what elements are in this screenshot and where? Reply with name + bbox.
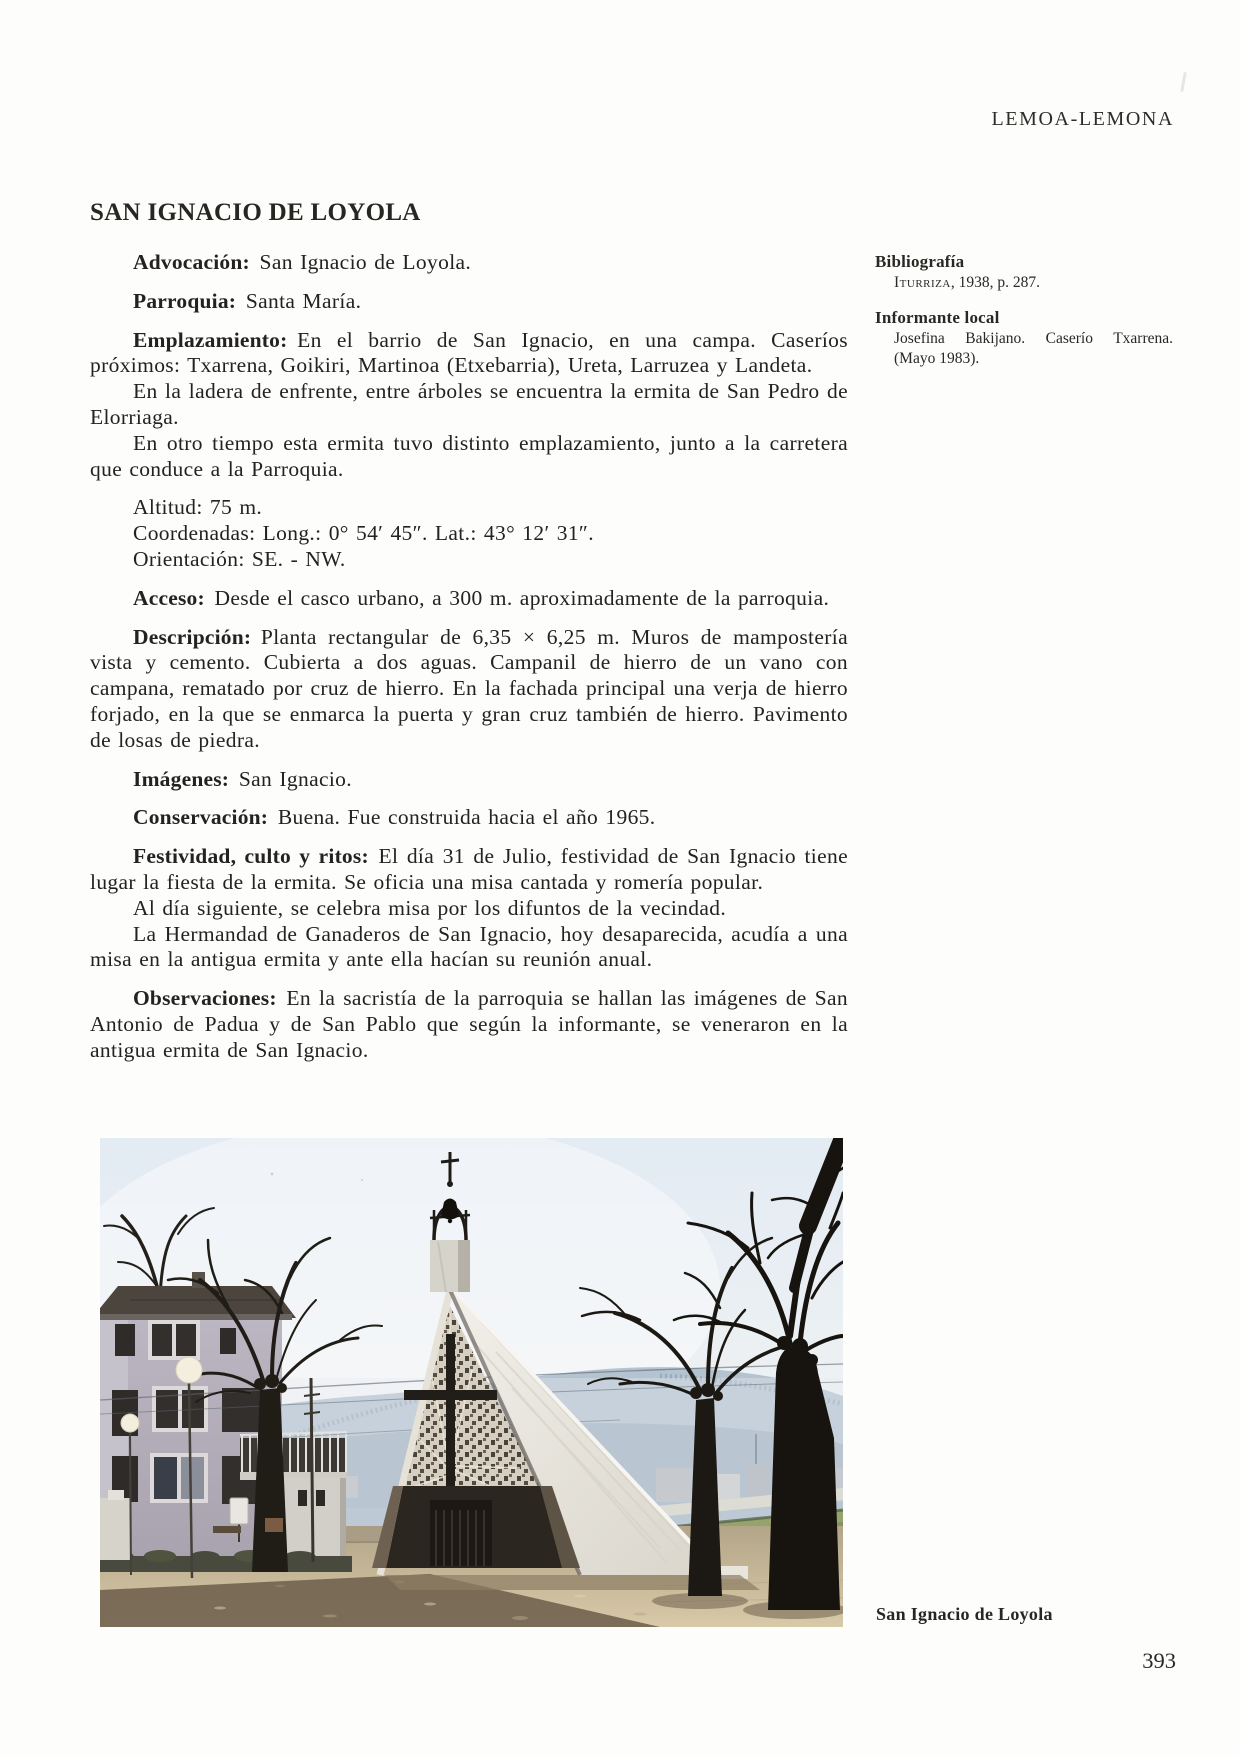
dato-orientacion: Orientación: SE. - NW. — [133, 546, 346, 571]
paragraph-festividad-cont2: La Hermandad de Ganaderos de San Ignacio, hoy desaparecida, acudía a una misa en la antigua ermita y ante ella hacían su reunión anual. — [90, 921, 848, 972]
field-text-observaciones: En la sacristía de la parroquia se hallan las imágenes de San Antonio de Padua y de San Pablo que según la informante, se veneraron en la antigua ermita de San Ignacio. — [90, 986, 848, 1062]
field-text-festividad: El día 31 de Julio, festividad de San Ignacio tiene lugar la fiesta de la ermita. Se oficia una misa cantada y romería popular. — [90, 844, 848, 894]
dato-coordenadas: Coordenadas: Long.: 0° 54′ 45″. Lat.: 43° 12′ 31″. — [133, 521, 594, 546]
lamp-globe-icon — [176, 1357, 202, 1383]
paragraph-imagenes — [90, 767, 848, 793]
entry-title: SAN IGNACIO DE LOYOLA — [90, 199, 421, 226]
field-label-festividad: Festividad, culto y ritos: — [133, 844, 369, 869]
paragraph-advocacion — [90, 250, 848, 276]
informante-heading: Informante local — [875, 308, 1000, 327]
lamp-globe-icon — [121, 1414, 139, 1432]
field-text-advocacion: San Ignacio de Loyola. — [259, 250, 472, 274]
field-text-acceso: Desde el casco urbano, a 300 m. aproximadamente de la parroquia. — [214, 585, 830, 610]
paragraph-festividad — [90, 844, 848, 896]
informante-date: (Mayo 1983). — [894, 350, 980, 367]
informante-name: Josefina Bakijano. Caserío Txarrena. — [894, 329, 1173, 347]
field-text-emplazamiento: En el barrio de San Ignacio, en una campa. Caseríos próximos: Txarrena, Goikiri, Martinoa (Etxebarria), Ureta, Larruzea y Landeta. — [90, 327, 848, 378]
paragraph-emplazamiento — [90, 328, 848, 380]
photo-caption: San Ignacio de Loyola — [876, 1604, 1053, 1624]
field-label-advocacion: Advocación: — [133, 250, 250, 274]
bibliografia-entry — [875, 273, 1173, 294]
dato-altitud: Altitud: 75 m. — [133, 495, 263, 520]
paragraph-conservacion — [90, 805, 848, 831]
field-label-descripcion: Descripción: — [133, 624, 252, 649]
bibliografia-heading: Bibliografía — [875, 252, 965, 271]
ermita-photo-svg — [100, 1138, 843, 1627]
paragraph-acceso — [90, 586, 848, 612]
margin-notes — [875, 252, 1173, 370]
field-label-parroquia: Parroquia: — [133, 288, 237, 313]
paragraph-descripcion — [90, 625, 848, 754]
field-label-acceso: Acceso: — [133, 585, 205, 610]
field-text-imagenes: San Ignacio. — [238, 766, 352, 791]
field-label-observaciones: Observaciones: — [133, 986, 277, 1011]
paragraph-festividad-cont1: Al día siguiente, se celebra misa por los difuntos de la vecindad. — [133, 895, 727, 920]
running-head: LEMOA-LEMONA — [991, 108, 1174, 130]
field-label-emplazamiento: Emplazamiento: — [133, 327, 288, 352]
paragraph-parroquia — [90, 289, 848, 315]
field-label-imagenes: Imágenes: — [133, 766, 230, 791]
field-text-parroquia: Santa María. — [245, 288, 362, 313]
bibliografia-detail: , 1938, p. 287. — [950, 273, 1040, 291]
field-text-conservacion: Buena. Fue construida hacia el año 1965. — [277, 805, 656, 830]
bibliografia-author: Iturriza — [894, 273, 951, 291]
scan-artifact — [1180, 72, 1186, 92]
page-number: 393 — [1142, 1648, 1176, 1673]
article-body — [90, 250, 848, 1064]
paragraph-observaciones — [90, 986, 848, 1063]
datos-block — [90, 495, 848, 572]
ermita-photo — [100, 1138, 843, 1627]
paragraph-emplazamiento-cont1: En la ladera de enfrente, entre árboles se encuentra la ermita de San Pedro de Elorriaga. — [90, 379, 848, 429]
field-label-conservacion: Conservación: — [133, 805, 269, 830]
paragraph-emplazamiento-cont2: En otro tiempo esta ermita tuvo distinto emplazamiento, junto a la carretera que conduce a la Parroquia. — [90, 430, 848, 481]
field-text-descripcion: Planta rectangular de 6,35 × 6,25 m. Muros de mampostería vista y cemento. Cubierta a dos aguas. Campanil de hierro de un vano con campana, rematado por cruz de hierro. En la fachada principal una verja de hierro forjado, en la que se enmarca la puerta y gran cruz también de hierro. Pavimento de losas de piedra. — [90, 624, 848, 752]
